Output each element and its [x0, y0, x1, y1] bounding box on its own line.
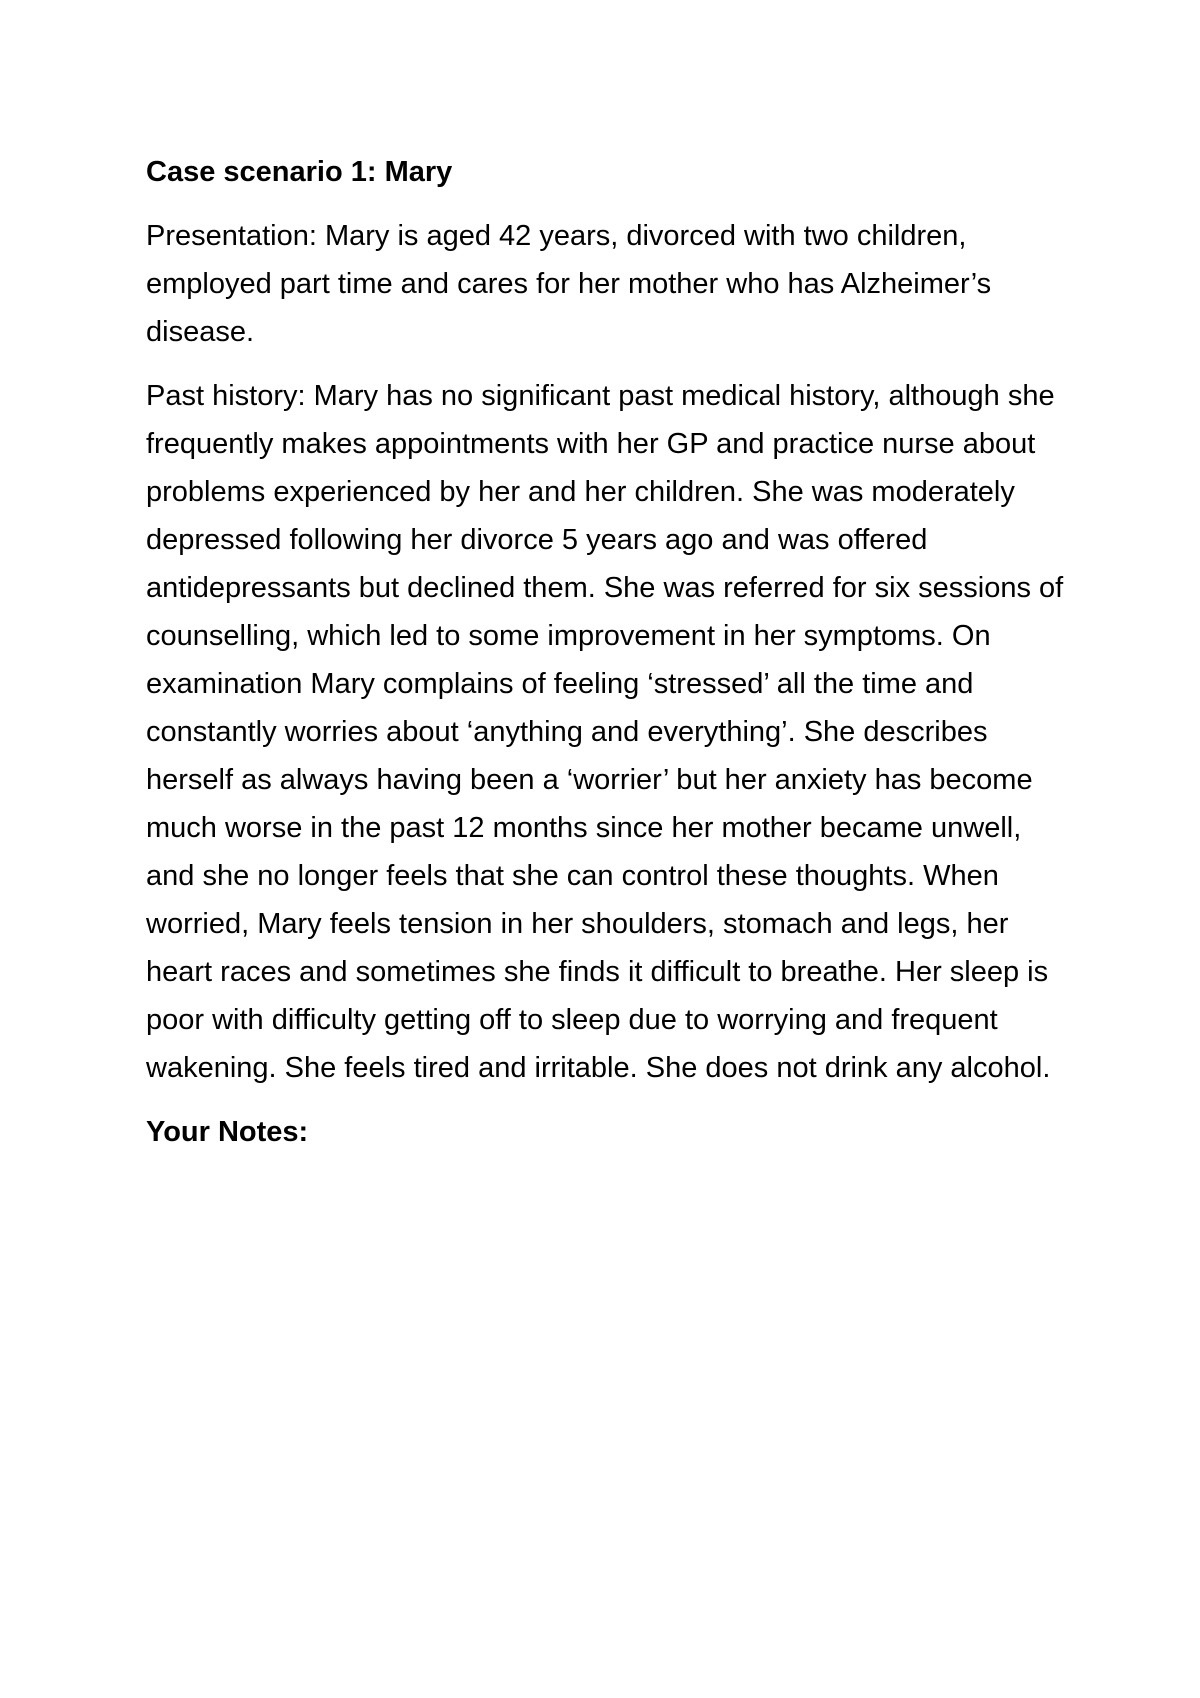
notes-label: Your Notes:: [146, 1116, 309, 1148]
case-title: Case scenario 1: Mary: [146, 156, 453, 188]
presentation-paragraph: Presentation: Mary is aged 42 years, divorced with two children, employed part time and cares for her mother who has Alzheimer’s disease.: [146, 220, 992, 348]
past-history-paragraph: Past history: Mary has no significant past medical history, although she frequently makes appointments with her GP and practice nurse about problems experienced by her and her children. She was moderately depressed following her divorce 5 years ago and was offered antidepressants but declined them. She was referred for six sessions of counselling, which led to some improvement in her symptoms. On examination Mary complains of feeling ‘stressed’ all the time and constantly worries about ‘anything and everything’. She describes herself as always having been a ‘worrier’ but her anxiety has become much worse in the past 12 months since her mother became unwell, and she no longer feels that she can control these thoughts. When worried, Mary feels tension in her shoulders, stomach and legs, her heart races and sometimes she finds it difficult to breathe. Her sleep is poor with difficulty getting off to sleep due to worrying and frequent wakening. She feels tired and irritable. She does not drink any alcohol.: [146, 380, 1064, 1084]
document-body: [146, 148, 1066, 1172]
